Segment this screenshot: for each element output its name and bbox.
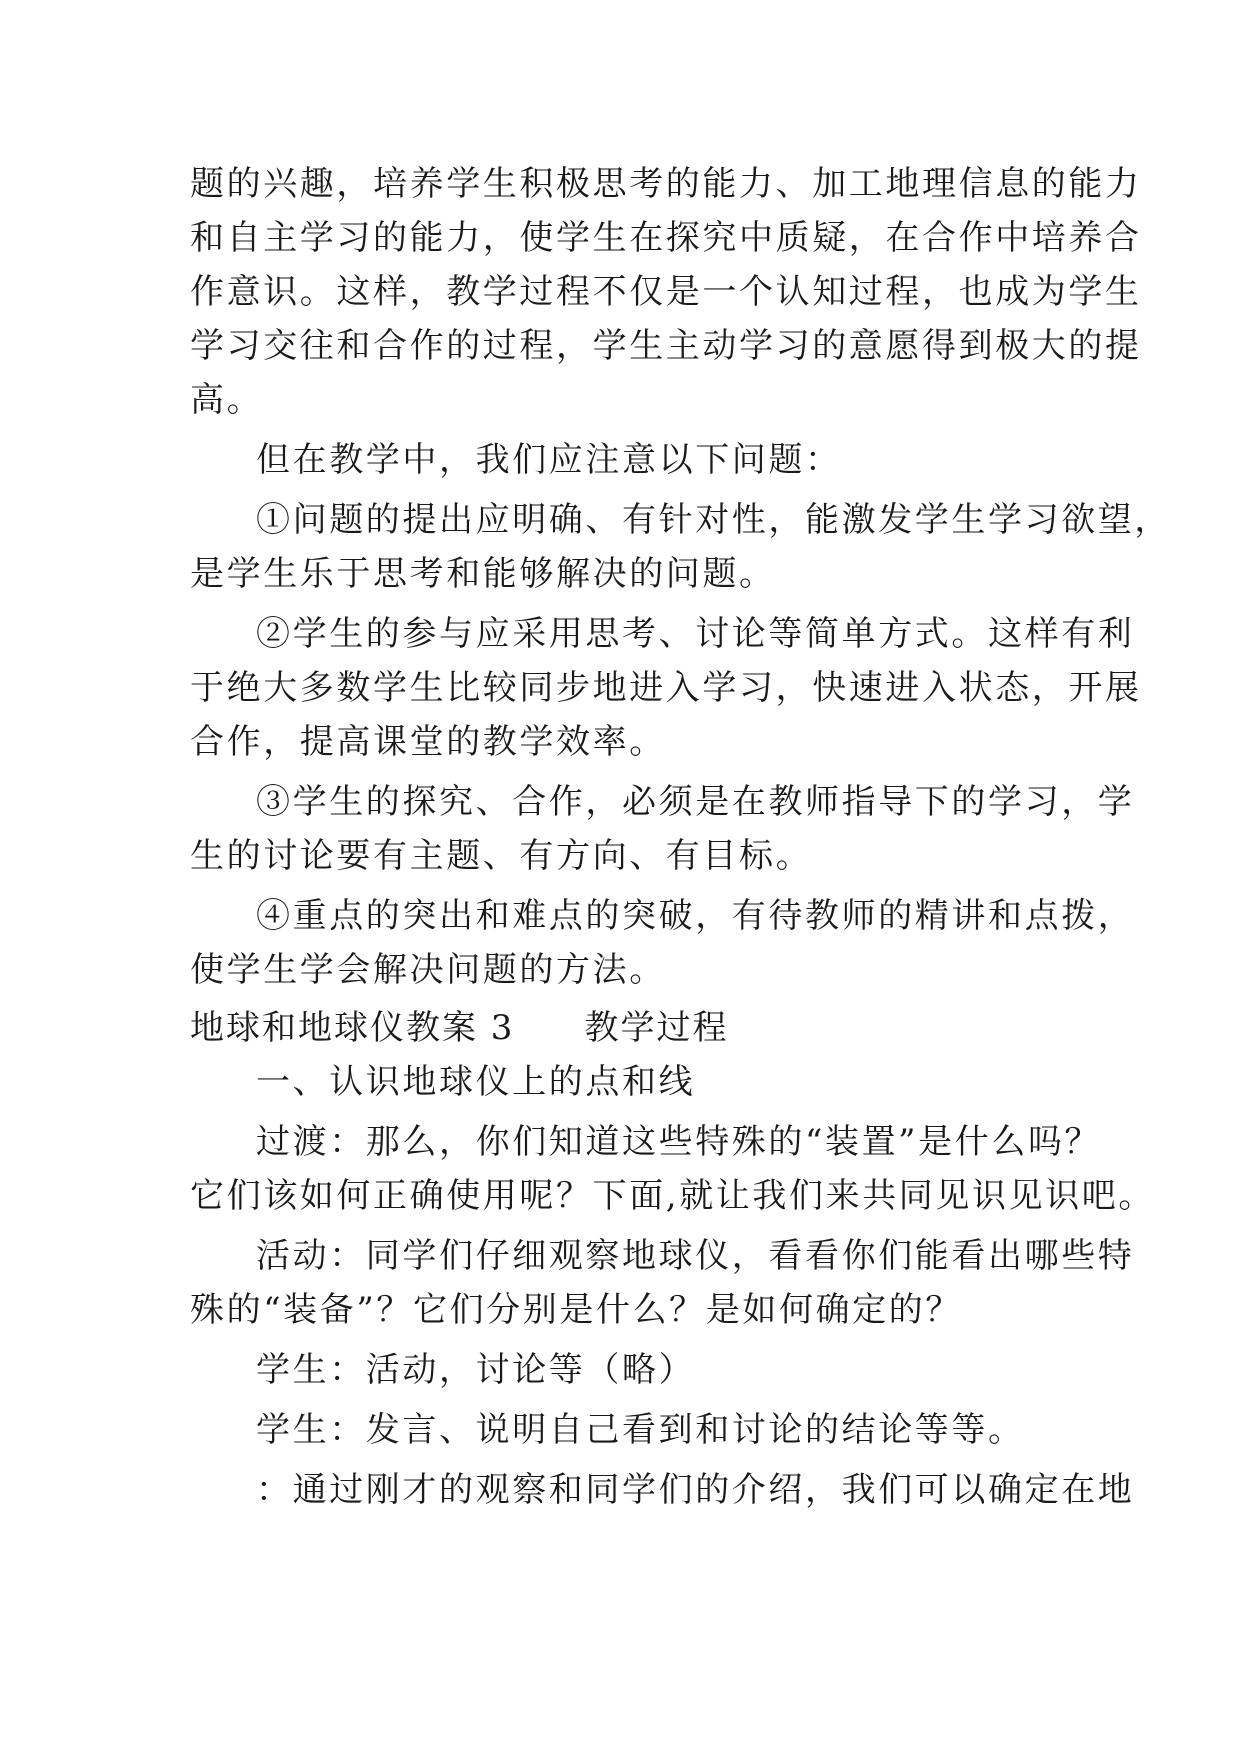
- text-line: 生的讨论要有主题、有方向、有目标。: [190, 836, 813, 876]
- heading-subtitle: 教学过程: [584, 1008, 729, 1048]
- text-line: 作意识。这样，教学过程不仅是一个认知过程，也成为学生: [190, 272, 1142, 312]
- text-line: 高。: [190, 380, 264, 420]
- section-heading: [190, 1008, 1070, 1048]
- text-line: 它们该如何正确使用呢？下面,就让我们来共同见识见识吧。: [190, 1176, 1156, 1216]
- list-item-1: ①问题的提出应明确、有针对性，能激发学生学习欲望，: [256, 500, 1171, 540]
- heading-title: 地球和地球仪教案 3: [190, 1008, 515, 1048]
- text-line: 殊的“装备”？它们分别是什么？是如何确定的？: [190, 1290, 962, 1330]
- text-line: 活动：同学们仔细观察地球仪，看看你们能看出哪些特: [256, 1236, 1135, 1276]
- text-line: 合作，提高课堂的教学效率。: [190, 722, 666, 762]
- text-line: ：通过刚才的观察和同学们的介绍，我们可以确定在地: [256, 1470, 1135, 1510]
- list-item-3: ③学生的探究、合作，必须是在教师指导下的学习，学: [256, 782, 1135, 822]
- paragraph-intro: 但在教学中，我们应注意以下问题：: [256, 440, 842, 480]
- text-line: 学生：发言、说明自己看到和讨论的结论等等。: [256, 1410, 1025, 1450]
- list-item-4: ④重点的突出和难点的突破，有待教师的精讲和点拨，: [256, 896, 1135, 936]
- text-line: 学习交往和合作的过程，学生主动学习的意愿得到极大的提: [190, 326, 1142, 366]
- text-line: 使学生学会解决问题的方法。: [190, 950, 666, 990]
- text-line: 是学生乐于思考和能够解决的问题。: [190, 554, 776, 594]
- text-line: 和自主学习的能力，使学生在探究中质疑，在合作中培养合: [190, 218, 1142, 258]
- list-item-2: ②学生的参与应采用思考、讨论等简单方式。这样有利: [256, 614, 1135, 654]
- text-line: 于绝大多数学生比较同步地进入学习，快速进入状态，开展: [190, 668, 1142, 708]
- text-line: 过渡：那么，你们知道这些特殊的“装置”是什么吗？: [256, 1122, 1102, 1162]
- text-line: 学生：活动，讨论等（略）: [256, 1350, 696, 1390]
- subsection-heading: 一、认识地球仪上的点和线: [256, 1062, 696, 1102]
- text-line: 题的兴趣，培养学生积极思考的能力、加工地理信息的能力: [190, 164, 1142, 204]
